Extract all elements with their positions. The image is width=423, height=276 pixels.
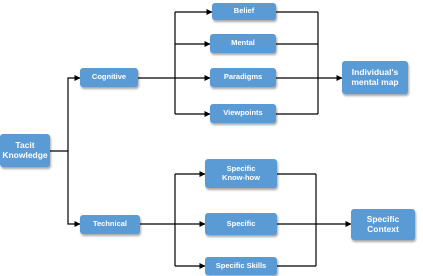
connector-tacit-to-cognitive [50, 78, 80, 151]
node-specific-context: Specific Context [351, 209, 415, 240]
node-technical: Technical [80, 215, 140, 234]
node-tacit-knowledge: Tacit Knowledge [0, 134, 50, 167]
node-viewpoints: Viewpoints [210, 104, 276, 123]
node-cognitive: Cognitive [80, 68, 138, 87]
node-specific: Specific [205, 213, 277, 235]
connector-tacit-to-technical [68, 151, 80, 224]
node-individuals-mental-map: Individual's mental map [342, 61, 408, 94]
node-mental: Mental [210, 34, 276, 53]
node-paradigms: Paradigms [210, 68, 276, 87]
node-belief: Belief [212, 3, 276, 20]
node-specific-skills: Specific Skills [205, 257, 277, 275]
node-specific-know-how: Specific Know-how [205, 159, 277, 188]
